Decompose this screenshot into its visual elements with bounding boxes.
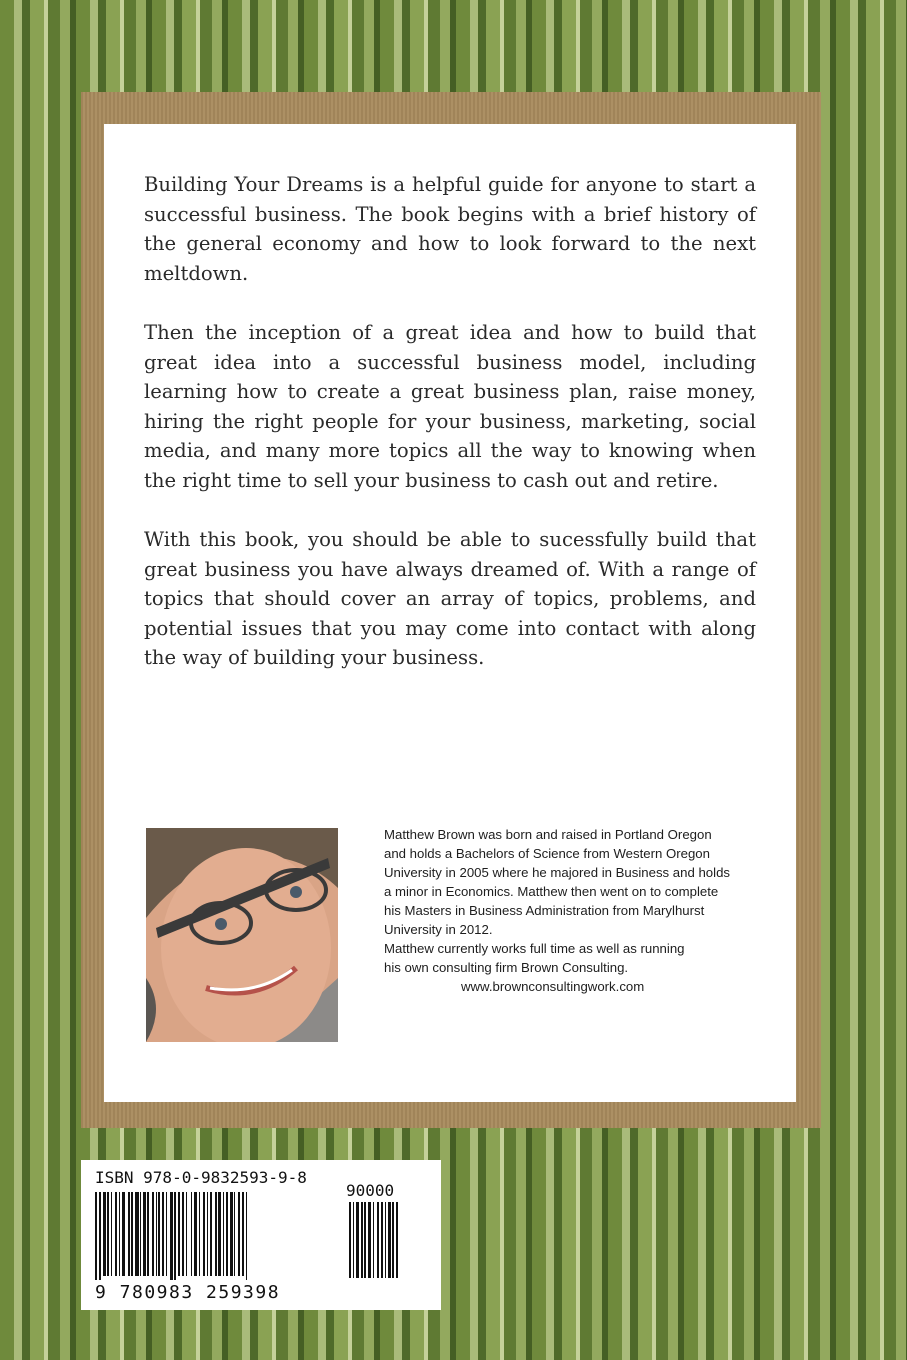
barcode-bar xyxy=(170,1192,173,1280)
barcode-bar xyxy=(377,1202,379,1278)
barcode-bar xyxy=(178,1192,180,1276)
description-paragraph-3: With this book, you should be able to sucessfully build that great business you have always dreamed of. With a range of topics that should cover an array of topics, problems, and potential issues that you may come into contact with along the way of building your business. xyxy=(144,528,756,669)
barcode-bar xyxy=(143,1192,146,1276)
author-portrait-icon xyxy=(146,828,338,1042)
barcode-bar xyxy=(122,1192,125,1276)
barcode-bar xyxy=(388,1202,391,1278)
barcode-bar xyxy=(368,1202,371,1278)
barcode-bar xyxy=(246,1192,247,1280)
barcode-bar xyxy=(99,1192,101,1280)
barcode-bar xyxy=(140,1192,141,1276)
barcode-bar xyxy=(103,1192,106,1276)
barcode-bar xyxy=(156,1192,157,1276)
description-paragraph-2: Then the inception of a great idea and how to build that great idea into a successful business model, including learning how to create a great business plan, raise money, hiring the right people for your business, marketing, social media, and many more topics all the way to knowing when the right time to sell your business to cash out and retire. xyxy=(144,321,756,492)
barcode-bar xyxy=(199,1192,200,1276)
bio-line: Matthew Brown was born and raised in Portland Oregon xyxy=(384,827,712,842)
barcode-bar xyxy=(191,1192,192,1276)
barcode-bar xyxy=(349,1202,351,1278)
isbn-label: ISBN 978-0-9832593-9-8 xyxy=(95,1168,307,1187)
barcode-bar xyxy=(166,1192,167,1276)
barcode-bar xyxy=(174,1192,176,1280)
bio-line: his own consulting firm Brown Consulting. xyxy=(384,960,629,975)
addon-barcode-bars xyxy=(349,1202,429,1280)
barcode-bar xyxy=(158,1192,160,1276)
bio-line: his Masters in Business Administration from Marylhurst xyxy=(384,903,705,918)
description-paragraph-1: Building Your Dreams is a helpful guide for anyone to start a successful business. The book begins with a brief history of the general economy and how to look forward to the next meltdown. xyxy=(144,173,756,285)
barcode-bar xyxy=(381,1202,383,1278)
barcode-bar xyxy=(353,1202,354,1278)
barcode-bar xyxy=(203,1192,205,1276)
barcode-bar xyxy=(223,1192,224,1276)
barcode-bar xyxy=(107,1192,109,1276)
barcode-bar xyxy=(364,1202,366,1278)
bio-line: University in 2012. xyxy=(384,922,493,937)
barcode-bar xyxy=(194,1192,197,1276)
ean-barcode-bars xyxy=(95,1192,335,1280)
bio-line: Matthew currently works full time as well as running xyxy=(384,941,685,956)
barcode-bar xyxy=(226,1192,228,1276)
author-bio xyxy=(384,825,784,996)
barcode-bar xyxy=(207,1192,208,1276)
bio-line: and holds a Bachelors of Science from Western Oregon xyxy=(384,846,710,861)
barcode-bar xyxy=(115,1192,117,1276)
barcode-bar xyxy=(238,1192,240,1276)
content-panel xyxy=(104,124,796,1102)
barcode-bar xyxy=(218,1192,221,1276)
isbn-barcode xyxy=(81,1160,441,1310)
bio-line: a minor in Economics. Matthew then went on to complete xyxy=(384,884,719,899)
barcode-bar xyxy=(131,1192,133,1276)
barcode-bar xyxy=(128,1192,130,1276)
barcode-bar xyxy=(182,1192,184,1276)
barcode-bar xyxy=(385,1202,386,1278)
barcode-bar xyxy=(215,1192,217,1276)
barcode-bar xyxy=(356,1202,359,1278)
bio-line: University in 2005 where he majored in Business and holds xyxy=(384,865,730,880)
barcode-bar xyxy=(95,1192,97,1280)
ean-digits: 9 780983 259398 xyxy=(95,1282,281,1303)
barcode-bar xyxy=(373,1202,374,1278)
barcode-bar xyxy=(396,1202,398,1278)
barcode-bar xyxy=(361,1202,363,1278)
author-website: www.brownconsultingwork.com xyxy=(461,979,645,994)
barcode-bar xyxy=(147,1192,149,1276)
barcode-bar xyxy=(234,1192,235,1276)
barcode-bar xyxy=(162,1192,164,1276)
barcode-bar xyxy=(119,1192,120,1276)
barcode-bar xyxy=(186,1192,187,1276)
barcode-bar xyxy=(111,1192,112,1276)
barcode-bar xyxy=(242,1192,244,1276)
price-code: 90000 xyxy=(346,1181,395,1200)
barcode-bar xyxy=(135,1192,139,1276)
barcode-bar xyxy=(392,1202,394,1278)
barcode-bar xyxy=(152,1192,154,1276)
author-photo xyxy=(146,828,338,1042)
barcode-bar xyxy=(230,1192,233,1276)
book-description xyxy=(144,170,756,703)
barcode-bar xyxy=(210,1192,212,1276)
